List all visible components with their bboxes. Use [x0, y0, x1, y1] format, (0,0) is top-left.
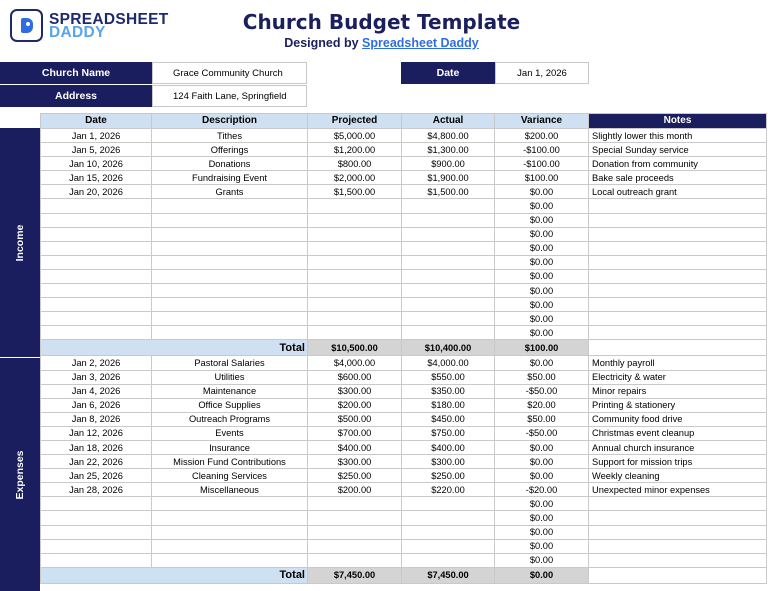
expenses-actual-cell[interactable]: $400.00 [402, 440, 495, 454]
expenses-row [41, 356, 767, 370]
expenses-description-cell[interactable]: Outreach Programs [152, 412, 308, 426]
income-projected-cell[interactable]: $2,000.00 [308, 171, 402, 185]
expenses-description-cell[interactable]: Insurance [152, 440, 308, 454]
expenses-total-label: Total [41, 567, 308, 583]
expenses-actual-cell[interactable]: $180.00 [402, 398, 495, 412]
income-notes-cell[interactable]: Slightly lower this month [589, 129, 767, 143]
income-variance-cell[interactable]: $0.00 [495, 199, 589, 213]
expenses-description-cell[interactable]: Office Supplies [152, 398, 308, 412]
income-date-cell[interactable] [41, 227, 152, 241]
income-variance-cell[interactable]: $0.00 [495, 227, 589, 241]
income-row [41, 143, 767, 157]
expenses-total-row [41, 567, 767, 583]
expenses-actual-cell[interactable] [402, 553, 495, 567]
income-projected-cell[interactable] [308, 213, 402, 227]
expenses-section-label: Expenses [0, 358, 40, 591]
income-variance-cell[interactable]: $0.00 [495, 326, 589, 340]
income-row [41, 241, 767, 255]
income-total-projected: $10,500.00 [308, 340, 402, 356]
expenses-date-cell[interactable]: Jan 22, 2026 [41, 455, 152, 469]
expenses-description-cell[interactable] [152, 553, 308, 567]
income-description-cell[interactable] [152, 227, 308, 241]
expenses-row [41, 426, 767, 440]
income-row [41, 298, 767, 312]
income-projected-cell[interactable] [308, 227, 402, 241]
expenses-projected-cell[interactable]: $4,000.00 [308, 356, 402, 370]
income-variance-cell[interactable]: -$100.00 [495, 143, 589, 157]
expenses-description-cell[interactable] [152, 525, 308, 539]
expenses-notes-cell[interactable]: Annual church insurance [589, 440, 767, 454]
column-header-variance: Variance [495, 114, 589, 129]
expenses-actual-cell[interactable]: $550.00 [402, 370, 495, 384]
expenses-projected-cell[interactable]: $400.00 [308, 440, 402, 454]
income-projected-cell[interactable] [308, 255, 402, 269]
expenses-notes-cell[interactable]: Monthly payroll [589, 356, 767, 370]
expenses-variance-cell[interactable]: $0.00 [495, 356, 589, 370]
income-variance-cell[interactable]: $0.00 [495, 241, 589, 255]
expenses-projected-cell[interactable] [308, 511, 402, 525]
income-projected-cell[interactable]: $800.00 [308, 157, 402, 171]
income-description-cell[interactable] [152, 269, 308, 283]
income-section-label: Income [0, 128, 40, 357]
income-notes-cell[interactable] [589, 269, 767, 283]
income-notes-cell[interactable] [589, 284, 767, 298]
income-projected-cell[interactable] [308, 312, 402, 326]
income-variance-cell[interactable]: -$100.00 [495, 157, 589, 171]
income-notes-cell[interactable]: Bake sale proceeds [589, 171, 767, 185]
income-row [41, 227, 767, 241]
expenses-row [41, 539, 767, 553]
income-description-cell[interactable] [152, 326, 308, 340]
expenses-notes-cell[interactable] [589, 525, 767, 539]
spreadsheet-daddy-link[interactable]: Spreadsheet Daddy [362, 36, 479, 50]
expenses-date-cell[interactable] [41, 511, 152, 525]
income-projected-cell[interactable] [308, 199, 402, 213]
income-row [41, 269, 767, 283]
expenses-variance-cell[interactable]: -$20.00 [495, 483, 589, 497]
income-actual-cell[interactable] [402, 213, 495, 227]
income-date-cell[interactable]: Jan 1, 2026 [41, 129, 152, 143]
expenses-actual-cell[interactable] [402, 511, 495, 525]
expenses-projected-cell[interactable]: $600.00 [308, 370, 402, 384]
expenses-total-notes [589, 567, 767, 583]
expenses-description-cell[interactable] [152, 511, 308, 525]
date-field[interactable]: Jan 1, 2026 [495, 62, 589, 84]
income-variance-cell[interactable]: $0.00 [495, 298, 589, 312]
income-date-cell[interactable] [41, 269, 152, 283]
expenses-notes-cell[interactable]: Support for mission trips [589, 455, 767, 469]
budget-table-body [41, 129, 767, 584]
expenses-variance-cell[interactable]: $0.00 [495, 455, 589, 469]
expenses-row [41, 553, 767, 567]
expenses-date-cell[interactable] [41, 553, 152, 567]
income-actual-cell[interactable] [402, 326, 495, 340]
column-header-date: Date [41, 114, 152, 129]
income-notes-cell[interactable]: Local outreach grant [589, 185, 767, 199]
income-row [41, 326, 767, 340]
expenses-total-variance: $0.00 [495, 567, 589, 583]
income-variance-cell[interactable]: $200.00 [495, 129, 589, 143]
income-actual-cell[interactable] [402, 269, 495, 283]
income-notes-cell[interactable] [589, 326, 767, 340]
expenses-row [41, 497, 767, 511]
expenses-total-projected: $7,450.00 [308, 567, 402, 583]
column-header-description: Description [152, 114, 308, 129]
expenses-projected-cell[interactable]: $300.00 [308, 455, 402, 469]
income-notes-cell[interactable] [589, 298, 767, 312]
expenses-notes-cell[interactable]: Printing & stationery [589, 398, 767, 412]
income-actual-cell[interactable]: $1,500.00 [402, 185, 495, 199]
expenses-date-cell[interactable]: Jan 12, 2026 [41, 426, 152, 440]
expenses-row [41, 440, 767, 454]
income-date-cell[interactable] [41, 255, 152, 269]
subtitle-prefix: Designed by [284, 36, 363, 50]
address-label: Address [0, 85, 152, 107]
income-description-cell[interactable]: Offerings [152, 143, 308, 157]
expenses-notes-cell[interactable]: Christmas event cleanup [589, 426, 767, 440]
expenses-notes-cell[interactable] [589, 497, 767, 511]
expenses-variance-cell[interactable]: $0.00 [495, 553, 589, 567]
income-date-cell[interactable] [41, 298, 152, 312]
expenses-notes-cell[interactable] [589, 511, 767, 525]
income-row [41, 312, 767, 326]
income-description-cell[interactable] [152, 255, 308, 269]
expenses-row [41, 469, 767, 483]
income-date-cell[interactable]: Jan 10, 2026 [41, 157, 152, 171]
expenses-projected-cell[interactable] [308, 553, 402, 567]
income-notes-cell[interactable] [589, 213, 767, 227]
column-header-actual: Actual [402, 114, 495, 129]
income-variance-cell[interactable]: $100.00 [495, 171, 589, 185]
expenses-actual-cell[interactable]: $250.00 [402, 469, 495, 483]
brand-wordmark [49, 10, 169, 41]
brand-line-2: DADDY [49, 23, 106, 41]
income-date-cell[interactable]: Jan 15, 2026 [41, 171, 152, 185]
expenses-row [41, 483, 767, 497]
income-actual-cell[interactable]: $1,300.00 [402, 143, 495, 157]
income-projected-cell[interactable]: $1,500.00 [308, 185, 402, 199]
expenses-variance-cell[interactable]: $0.00 [495, 525, 589, 539]
income-notes-cell[interactable]: Special Sunday service [589, 143, 767, 157]
income-date-cell[interactable] [41, 241, 152, 255]
income-actual-cell[interactable] [402, 255, 495, 269]
expenses-projected-cell[interactable]: $200.00 [308, 483, 402, 497]
page-subtitle [230, 36, 533, 50]
expenses-date-cell[interactable]: Jan 18, 2026 [41, 440, 152, 454]
income-projected-cell[interactable] [308, 284, 402, 298]
income-description-cell[interactable]: Grants [152, 185, 308, 199]
expenses-projected-cell[interactable]: $500.00 [308, 412, 402, 426]
expenses-date-cell[interactable] [41, 525, 152, 539]
expenses-variance-cell[interactable]: -$50.00 [495, 384, 589, 398]
expenses-projected-cell[interactable] [308, 539, 402, 553]
table-header-row [41, 114, 767, 129]
address-field[interactable]: 124 Faith Lane, Springfield [152, 85, 307, 107]
expenses-variance-cell[interactable]: $0.00 [495, 511, 589, 525]
income-actual-cell[interactable] [402, 199, 495, 213]
income-date-cell[interactable] [41, 199, 152, 213]
expenses-projected-cell[interactable]: $250.00 [308, 469, 402, 483]
expenses-row [41, 525, 767, 539]
expenses-variance-cell[interactable]: $0.00 [495, 497, 589, 511]
income-total-label: Total [41, 340, 308, 356]
expenses-date-cell[interactable]: Jan 8, 2026 [41, 412, 152, 426]
income-notes-cell[interactable] [589, 255, 767, 269]
expenses-notes-cell[interactable]: Minor repairs [589, 384, 767, 398]
income-actual-cell[interactable] [402, 298, 495, 312]
income-row [41, 255, 767, 269]
expenses-description-cell[interactable]: Pastoral Salaries [152, 356, 308, 370]
expenses-date-cell[interactable]: Jan 25, 2026 [41, 469, 152, 483]
income-notes-cell[interactable] [589, 241, 767, 255]
column-header-projected: Projected [308, 114, 402, 129]
expenses-notes-cell[interactable]: Electricity & water [589, 370, 767, 384]
expenses-notes-cell[interactable] [589, 539, 767, 553]
expenses-variance-cell[interactable]: $0.00 [495, 539, 589, 553]
income-total-actual: $10,400.00 [402, 340, 495, 356]
income-projected-cell[interactable]: $1,200.00 [308, 143, 402, 157]
income-row [41, 185, 767, 199]
expenses-variance-cell[interactable]: $50.00 [495, 412, 589, 426]
income-variance-cell[interactable]: $0.00 [495, 185, 589, 199]
income-actual-cell[interactable]: $900.00 [402, 157, 495, 171]
expenses-projected-cell[interactable] [308, 497, 402, 511]
expenses-description-cell[interactable]: Mission Fund Contributions [152, 455, 308, 469]
expenses-actual-cell[interactable]: $300.00 [402, 455, 495, 469]
income-actual-cell[interactable]: $1,900.00 [402, 171, 495, 185]
expenses-description-cell[interactable]: Cleaning Services [152, 469, 308, 483]
income-description-cell[interactable] [152, 298, 308, 312]
income-actual-cell[interactable]: $4,800.00 [402, 129, 495, 143]
expenses-description-cell[interactable] [152, 497, 308, 511]
expenses-actual-cell[interactable]: $750.00 [402, 426, 495, 440]
expenses-variance-cell[interactable]: $0.00 [495, 440, 589, 454]
expenses-variance-cell[interactable]: $50.00 [495, 370, 589, 384]
expenses-description-cell[interactable] [152, 539, 308, 553]
income-notes-cell[interactable] [589, 312, 767, 326]
church-name-field[interactable]: Grace Community Church [152, 62, 307, 84]
income-total-row [41, 340, 767, 356]
income-total-notes [589, 340, 767, 356]
expenses-actual-cell[interactable]: $350.00 [402, 384, 495, 398]
income-description-cell[interactable] [152, 241, 308, 255]
income-actual-cell[interactable] [402, 241, 495, 255]
income-projected-cell[interactable]: $5,000.00 [308, 129, 402, 143]
income-actual-cell[interactable] [402, 284, 495, 298]
income-variance-cell[interactable]: $0.00 [495, 213, 589, 227]
expenses-description-cell[interactable]: Miscellaneous [152, 483, 308, 497]
brand-line-1: SPREADSHEET [49, 10, 169, 28]
date-label: Date [401, 62, 495, 84]
income-description-cell[interactable]: Tithes [152, 129, 308, 143]
expenses-actual-cell[interactable]: $220.00 [402, 483, 495, 497]
income-row [41, 171, 767, 185]
expenses-date-cell[interactable]: Jan 3, 2026 [41, 370, 152, 384]
expenses-row [41, 370, 767, 384]
income-row [41, 284, 767, 298]
income-description-cell[interactable] [152, 284, 308, 298]
income-description-cell[interactable] [152, 213, 308, 227]
income-notes-cell[interactable] [589, 227, 767, 241]
spreadsheet-daddy-logo-icon [10, 9, 43, 42]
church-name-label: Church Name [0, 62, 152, 84]
income-projected-cell[interactable] [308, 269, 402, 283]
income-notes-cell[interactable]: Donation from community [589, 157, 767, 171]
income-description-cell[interactable] [152, 199, 308, 213]
income-actual-cell[interactable] [402, 227, 495, 241]
page-title: Church Budget Template [242, 10, 521, 34]
expenses-row [41, 384, 767, 398]
income-row [41, 129, 767, 143]
expenses-description-cell[interactable]: Maintenance [152, 384, 308, 398]
income-variance-cell[interactable]: $0.00 [495, 284, 589, 298]
income-date-cell[interactable]: Jan 20, 2026 [41, 185, 152, 199]
expenses-projected-cell[interactable]: $200.00 [308, 398, 402, 412]
expenses-date-cell[interactable] [41, 497, 152, 511]
expenses-date-cell[interactable]: Jan 28, 2026 [41, 483, 152, 497]
expenses-row [41, 455, 767, 469]
expenses-notes-cell[interactable]: Unexpected minor expenses [589, 483, 767, 497]
income-row [41, 157, 767, 171]
income-variance-cell[interactable]: $0.00 [495, 269, 589, 283]
income-description-cell[interactable]: Fundraising Event [152, 171, 308, 185]
expenses-description-cell[interactable]: Utilities [152, 370, 308, 384]
expenses-description-cell[interactable]: Events [152, 426, 308, 440]
income-description-cell[interactable]: Donations [152, 157, 308, 171]
income-date-cell[interactable] [41, 213, 152, 227]
expenses-variance-cell[interactable]: $20.00 [495, 398, 589, 412]
income-row [41, 213, 767, 227]
column-header-notes: Notes [589, 114, 767, 129]
income-variance-cell[interactable]: $0.00 [495, 255, 589, 269]
income-projected-cell[interactable] [308, 298, 402, 312]
expenses-actual-cell[interactable] [402, 497, 495, 511]
expenses-date-cell[interactable]: Jan 4, 2026 [41, 384, 152, 398]
expenses-notes-cell[interactable]: Community food drive [589, 412, 767, 426]
income-date-cell[interactable] [41, 326, 152, 340]
expenses-actual-cell[interactable] [402, 525, 495, 539]
expenses-projected-cell[interactable] [308, 525, 402, 539]
expenses-variance-cell[interactable]: -$50.00 [495, 426, 589, 440]
expenses-notes-cell[interactable] [589, 553, 767, 567]
expenses-variance-cell[interactable]: $0.00 [495, 469, 589, 483]
expenses-projected-cell[interactable]: $700.00 [308, 426, 402, 440]
income-description-cell[interactable] [152, 312, 308, 326]
expenses-total-actual: $7,450.00 [402, 567, 495, 583]
income-variance-cell[interactable]: $0.00 [495, 312, 589, 326]
income-projected-cell[interactable] [308, 326, 402, 340]
income-date-cell[interactable]: Jan 5, 2026 [41, 143, 152, 157]
income-actual-cell[interactable] [402, 312, 495, 326]
income-date-cell[interactable] [41, 312, 152, 326]
expenses-date-cell[interactable]: Jan 2, 2026 [41, 356, 152, 370]
income-row [41, 199, 767, 213]
expenses-actual-cell[interactable]: $4,000.00 [402, 356, 495, 370]
expenses-row [41, 511, 767, 525]
expenses-date-cell[interactable]: Jan 6, 2026 [41, 398, 152, 412]
income-total-variance: $100.00 [495, 340, 589, 356]
expenses-projected-cell[interactable]: $300.00 [308, 384, 402, 398]
expenses-row [41, 412, 767, 426]
expenses-actual-cell[interactable]: $450.00 [402, 412, 495, 426]
expenses-row [41, 398, 767, 412]
budget-table [40, 113, 767, 584]
expenses-notes-cell[interactable]: Weekly cleaning [589, 469, 767, 483]
expenses-date-cell[interactable] [41, 539, 152, 553]
income-date-cell[interactable] [41, 284, 152, 298]
brand-logo [10, 9, 169, 42]
expenses-actual-cell[interactable] [402, 539, 495, 553]
income-projected-cell[interactable] [308, 241, 402, 255]
income-notes-cell[interactable] [589, 199, 767, 213]
